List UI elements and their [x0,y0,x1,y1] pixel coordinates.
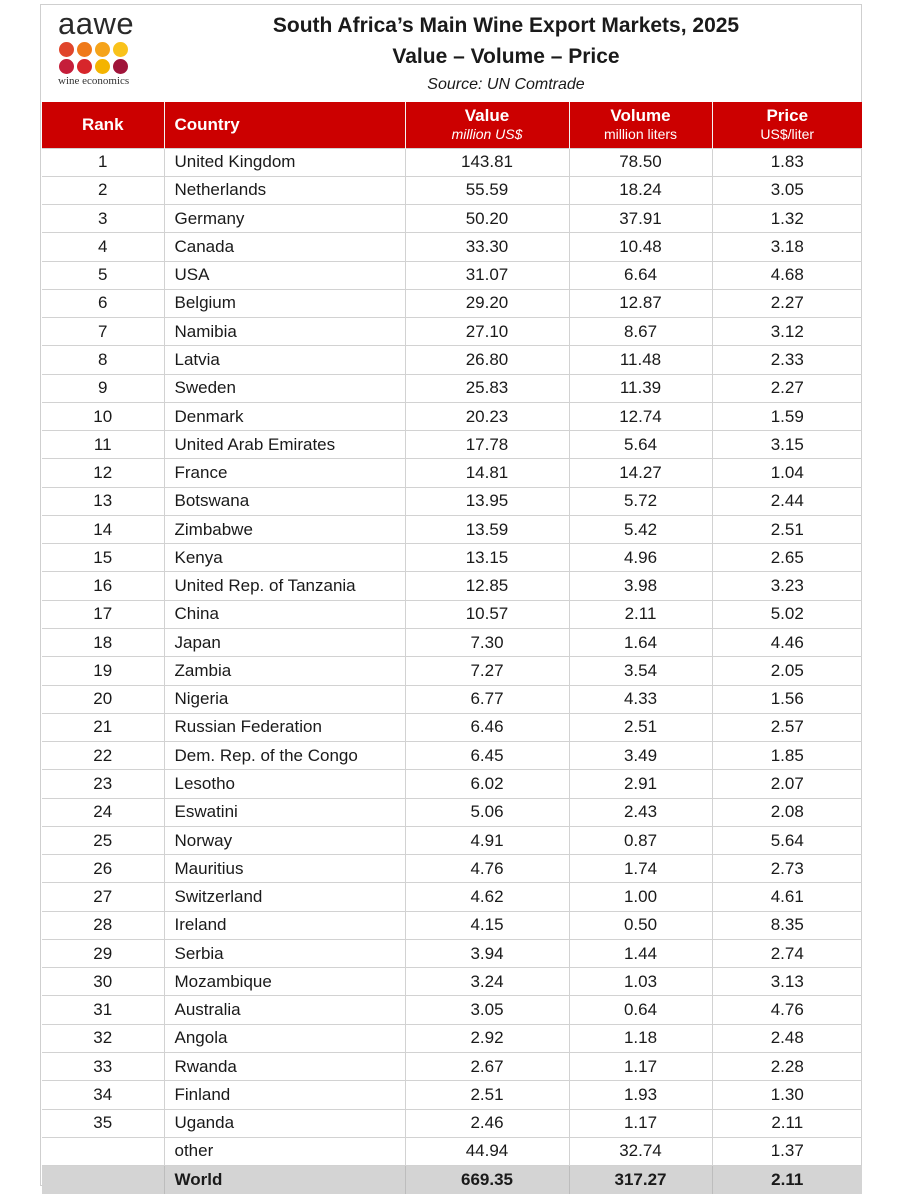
table-row [42,148,862,176]
rank-cell: 15 [42,544,164,572]
price-cell: 2.73 [712,855,862,883]
volume-cell: 2.11 [569,600,712,628]
value-cell: 29.20 [405,289,569,317]
price-cell: 2.05 [712,657,862,685]
table-row [42,572,862,600]
volume-cell: 3.54 [569,657,712,685]
value-cell: 143.81 [405,148,569,176]
rank-cell: 16 [42,572,164,600]
rank-cell: 33 [42,1053,164,1081]
page-subtitle: Value – Volume – Price [392,45,620,68]
country-cell: other [164,1137,405,1165]
table-row [42,205,862,233]
table-row [42,374,862,402]
volume-cell: 1.44 [569,939,712,967]
price-cell: 2.44 [712,487,862,515]
rank-cell: 13 [42,487,164,515]
table-row [42,459,862,487]
price-cell: 5.64 [712,826,862,854]
price-cell: 4.68 [712,261,862,289]
rank-cell: 29 [42,939,164,967]
volume-cell: 0.64 [569,996,712,1024]
rank-cell: 27 [42,883,164,911]
table-row [42,1137,862,1165]
country-cell: Eswatini [164,798,405,826]
country-cell: Angola [164,1024,405,1052]
table-row [42,798,862,826]
value-cell: 17.78 [405,431,569,459]
source-note: Source: UN Comtrade [427,76,585,93]
country-cell: Uganda [164,1109,405,1137]
logo-dot [77,42,92,57]
value-cell: 2.51 [405,1081,569,1109]
volume-cell: 1.18 [569,1024,712,1052]
value-cell: 3.05 [405,996,569,1024]
volume-cell: 1.64 [569,629,712,657]
value-cell: 13.15 [405,544,569,572]
rank-cell: 1 [42,148,164,176]
price-cell: 3.13 [712,968,862,996]
rank-cell: 34 [42,1081,164,1109]
volume-cell: 317.27 [569,1166,712,1194]
rank-cell: 22 [42,742,164,770]
rank-cell [42,1137,164,1165]
country-cell: Dem. Rep. of the Congo [164,742,405,770]
value-cell: 7.27 [405,657,569,685]
price-cell: 2.51 [712,515,862,543]
volume-cell: 10.48 [569,233,712,261]
value-cell: 10.57 [405,600,569,628]
volume-cell: 3.49 [569,742,712,770]
value-cell: 14.81 [405,459,569,487]
volume-cell: 1.00 [569,883,712,911]
country-cell: France [164,459,405,487]
rank-cell: 14 [42,515,164,543]
table-row [42,346,862,374]
value-unit: million US$ [451,125,523,142]
logo-wordmark: aawe [58,6,135,41]
logo-tagline: wine economics [58,75,130,87]
world-total-row [42,1166,862,1194]
country-cell: World [164,1166,405,1194]
table-row [42,431,862,459]
country-cell: Rwanda [164,1053,405,1081]
rank-cell: 11 [42,431,164,459]
logo-dot [95,42,110,57]
value-cell: 7.30 [405,629,569,657]
volume-cell: 6.64 [569,261,712,289]
rank-cell: 25 [42,826,164,854]
rank-cell: 6 [42,289,164,317]
country-cell: Zimbabwe [164,515,405,543]
country-cell: Mauritius [164,855,405,883]
rank-cell: 28 [42,911,164,939]
table-row [42,1053,862,1081]
value-cell: 3.24 [405,968,569,996]
volume-cell: 2.51 [569,713,712,741]
value-cell: 31.07 [405,261,569,289]
rank-cell: 26 [42,855,164,883]
logo-dot [113,42,128,57]
volume-cell: 3.98 [569,572,712,600]
volume-cell: 1.17 [569,1053,712,1081]
volume-cell: 1.03 [569,968,712,996]
country-cell: United Arab Emirates [164,431,405,459]
price-cell: 1.32 [712,205,862,233]
export-markets-table [42,102,862,1194]
page-title: South Africa’s Main Wine Export Markets, 2025 [272,14,740,37]
value-cell: 6.77 [405,685,569,713]
price-unit: US$/liter [760,125,815,142]
value-column-header: Value million US$ [405,102,569,148]
country-cell: Germany [164,205,405,233]
price-cell: 1.30 [712,1081,862,1109]
volume-cell: 5.72 [569,487,712,515]
volume-cell: 0.87 [569,826,712,854]
table-row [42,826,862,854]
price-cell: 1.04 [712,459,862,487]
table-row [42,968,862,996]
value-cell: 4.76 [405,855,569,883]
value-cell: 13.95 [405,487,569,515]
volume-unit: million liters [603,125,678,142]
country-cell: Sweden [164,374,405,402]
country-cell: USA [164,261,405,289]
value-cell: 669.35 [405,1166,569,1194]
table-row [42,1024,862,1052]
rank-cell: 2 [42,176,164,204]
logo-dot [95,59,110,74]
rank-cell: 9 [42,374,164,402]
price-cell: 2.27 [712,289,862,317]
volume-cell: 4.33 [569,685,712,713]
price-cell: 3.23 [712,572,862,600]
rank-cell: 35 [42,1109,164,1137]
rank-cell: 20 [42,685,164,713]
table-row [42,289,862,317]
country-cell: Lesotho [164,770,405,798]
country-cell: United Kingdom [164,148,405,176]
volume-cell: 1.93 [569,1081,712,1109]
price-cell: 1.85 [712,742,862,770]
rank-column-header: Rank [81,115,124,135]
country-cell: Russian Federation [164,713,405,741]
price-cell: 2.57 [712,713,862,741]
price-cell: 8.35 [712,911,862,939]
price-cell: 4.76 [712,996,862,1024]
price-cell: 3.05 [712,176,862,204]
value-cell: 4.91 [405,826,569,854]
rank-cell: 24 [42,798,164,826]
value-cell: 2.46 [405,1109,569,1137]
price-cell: 1.37 [712,1137,862,1165]
table-row [42,685,862,713]
country-cell: Finland [164,1081,405,1109]
table-row [42,544,862,572]
country-cell: Denmark [164,402,405,430]
volume-cell: 1.17 [569,1109,712,1137]
country-cell: Switzerland [164,883,405,911]
price-cell: 3.18 [712,233,862,261]
country-cell: Serbia [164,939,405,967]
price-cell: 4.61 [712,883,862,911]
volume-cell: 5.42 [569,515,712,543]
table-row [42,855,862,883]
volume-cell: 1.74 [569,855,712,883]
rank-cell: 3 [42,205,164,233]
rank-cell: 18 [42,629,164,657]
rank-cell: 4 [42,233,164,261]
volume-cell: 11.39 [569,374,712,402]
value-cell: 6.45 [405,742,569,770]
price-cell: 2.48 [712,1024,862,1052]
price-cell: 2.65 [712,544,862,572]
volume-cell: 2.91 [569,770,712,798]
country-cell: Belgium [164,289,405,317]
rank-cell: 30 [42,968,164,996]
value-cell: 3.94 [405,939,569,967]
price-cell: 2.27 [712,374,862,402]
value-cell: 12.85 [405,572,569,600]
price-cell: 3.12 [712,318,862,346]
price-cell: 5.02 [712,600,862,628]
value-cell: 20.23 [405,402,569,430]
value-cell: 4.15 [405,911,569,939]
logo-dot [113,59,128,74]
logo-dots-icon [59,42,139,76]
country-cell: Nigeria [164,685,405,713]
rank-cell: 21 [42,713,164,741]
logo-dot [77,59,92,74]
table-row [42,318,862,346]
price-cell: 2.33 [712,346,862,374]
value-cell: 5.06 [405,798,569,826]
volume-cell: 32.74 [569,1137,712,1165]
country-cell: Zambia [164,657,405,685]
table-row [42,911,862,939]
country-column-header: Country [164,102,405,148]
rank-cell: 17 [42,600,164,628]
price-cell: 2.07 [712,770,862,798]
country-cell: Mozambique [164,968,405,996]
table-row [42,515,862,543]
table-row [42,402,862,430]
price-cell: 1.83 [712,148,862,176]
country-cell: Netherlands [164,176,405,204]
volume-cell: 0.50 [569,911,712,939]
country-cell: Australia [164,996,405,1024]
rank-cell: 31 [42,996,164,1024]
volume-cell: 2.43 [569,798,712,826]
value-cell: 2.67 [405,1053,569,1081]
value-cell: 25.83 [405,374,569,402]
value-cell: 26.80 [405,346,569,374]
value-cell: 33.30 [405,233,569,261]
country-cell: Botswana [164,487,405,515]
country-cell: Ireland [164,911,405,939]
country-cell: Norway [164,826,405,854]
country-cell: United Rep. of Tanzania [164,572,405,600]
rank-cell [42,1166,164,1194]
volume-cell: 12.87 [569,289,712,317]
price-cell: 2.74 [712,939,862,967]
price-cell: 4.46 [712,629,862,657]
value-cell: 2.92 [405,1024,569,1052]
country-cell: Namibia [164,318,405,346]
table-row [42,629,862,657]
value-cell: 50.20 [405,205,569,233]
table-row [42,261,862,289]
volume-cell: 37.91 [569,205,712,233]
rank-cell: 7 [42,318,164,346]
table-row [42,770,862,798]
rank-cell: 10 [42,402,164,430]
country-cell: Canada [164,233,405,261]
rank-cell: 32 [42,1024,164,1052]
rank-cell: 5 [42,261,164,289]
value-cell: 27.10 [405,318,569,346]
table-row [42,233,862,261]
table-row [42,487,862,515]
rank-cell: 12 [42,459,164,487]
volume-cell: 14.27 [569,459,712,487]
table-row [42,1109,862,1137]
price-cell: 1.56 [712,685,862,713]
price-cell: 2.08 [712,798,862,826]
volume-cell: 8.67 [569,318,712,346]
table-row [42,742,862,770]
country-cell: Japan [164,629,405,657]
volume-cell: 11.48 [569,346,712,374]
table-row [42,713,862,741]
table-row [42,600,862,628]
table-row [42,657,862,685]
volume-cell: 78.50 [569,148,712,176]
country-cell: Kenya [164,544,405,572]
volume-cell: 5.64 [569,431,712,459]
price-column-header: Price US$/liter [712,102,862,148]
table-row [42,883,862,911]
rank-cell: 8 [42,346,164,374]
volume-cell: 12.74 [569,402,712,430]
price-cell: 3.15 [712,431,862,459]
volume-cell: 18.24 [569,176,712,204]
value-cell: 13.59 [405,515,569,543]
table-row [42,996,862,1024]
logo-dot [59,59,74,74]
country-cell: China [164,600,405,628]
price-cell: 2.11 [712,1166,862,1194]
value-cell: 55.59 [405,176,569,204]
volume-cell: 4.96 [569,544,712,572]
aawe-logo [56,8,146,88]
price-cell: 2.28 [712,1053,862,1081]
table-header-row [42,102,862,148]
rank-cell: 19 [42,657,164,685]
price-cell: 2.11 [712,1109,862,1137]
value-cell: 4.62 [405,883,569,911]
table-row [42,1081,862,1109]
table-row [42,176,862,204]
value-cell: 44.94 [405,1137,569,1165]
table-row [42,939,862,967]
price-cell: 1.59 [712,402,862,430]
value-cell: 6.46 [405,713,569,741]
rank-cell: 23 [42,770,164,798]
value-cell: 6.02 [405,770,569,798]
country-cell: Latvia [164,346,405,374]
logo-dot [59,42,74,57]
volume-column-header: Volume million liters [569,102,712,148]
